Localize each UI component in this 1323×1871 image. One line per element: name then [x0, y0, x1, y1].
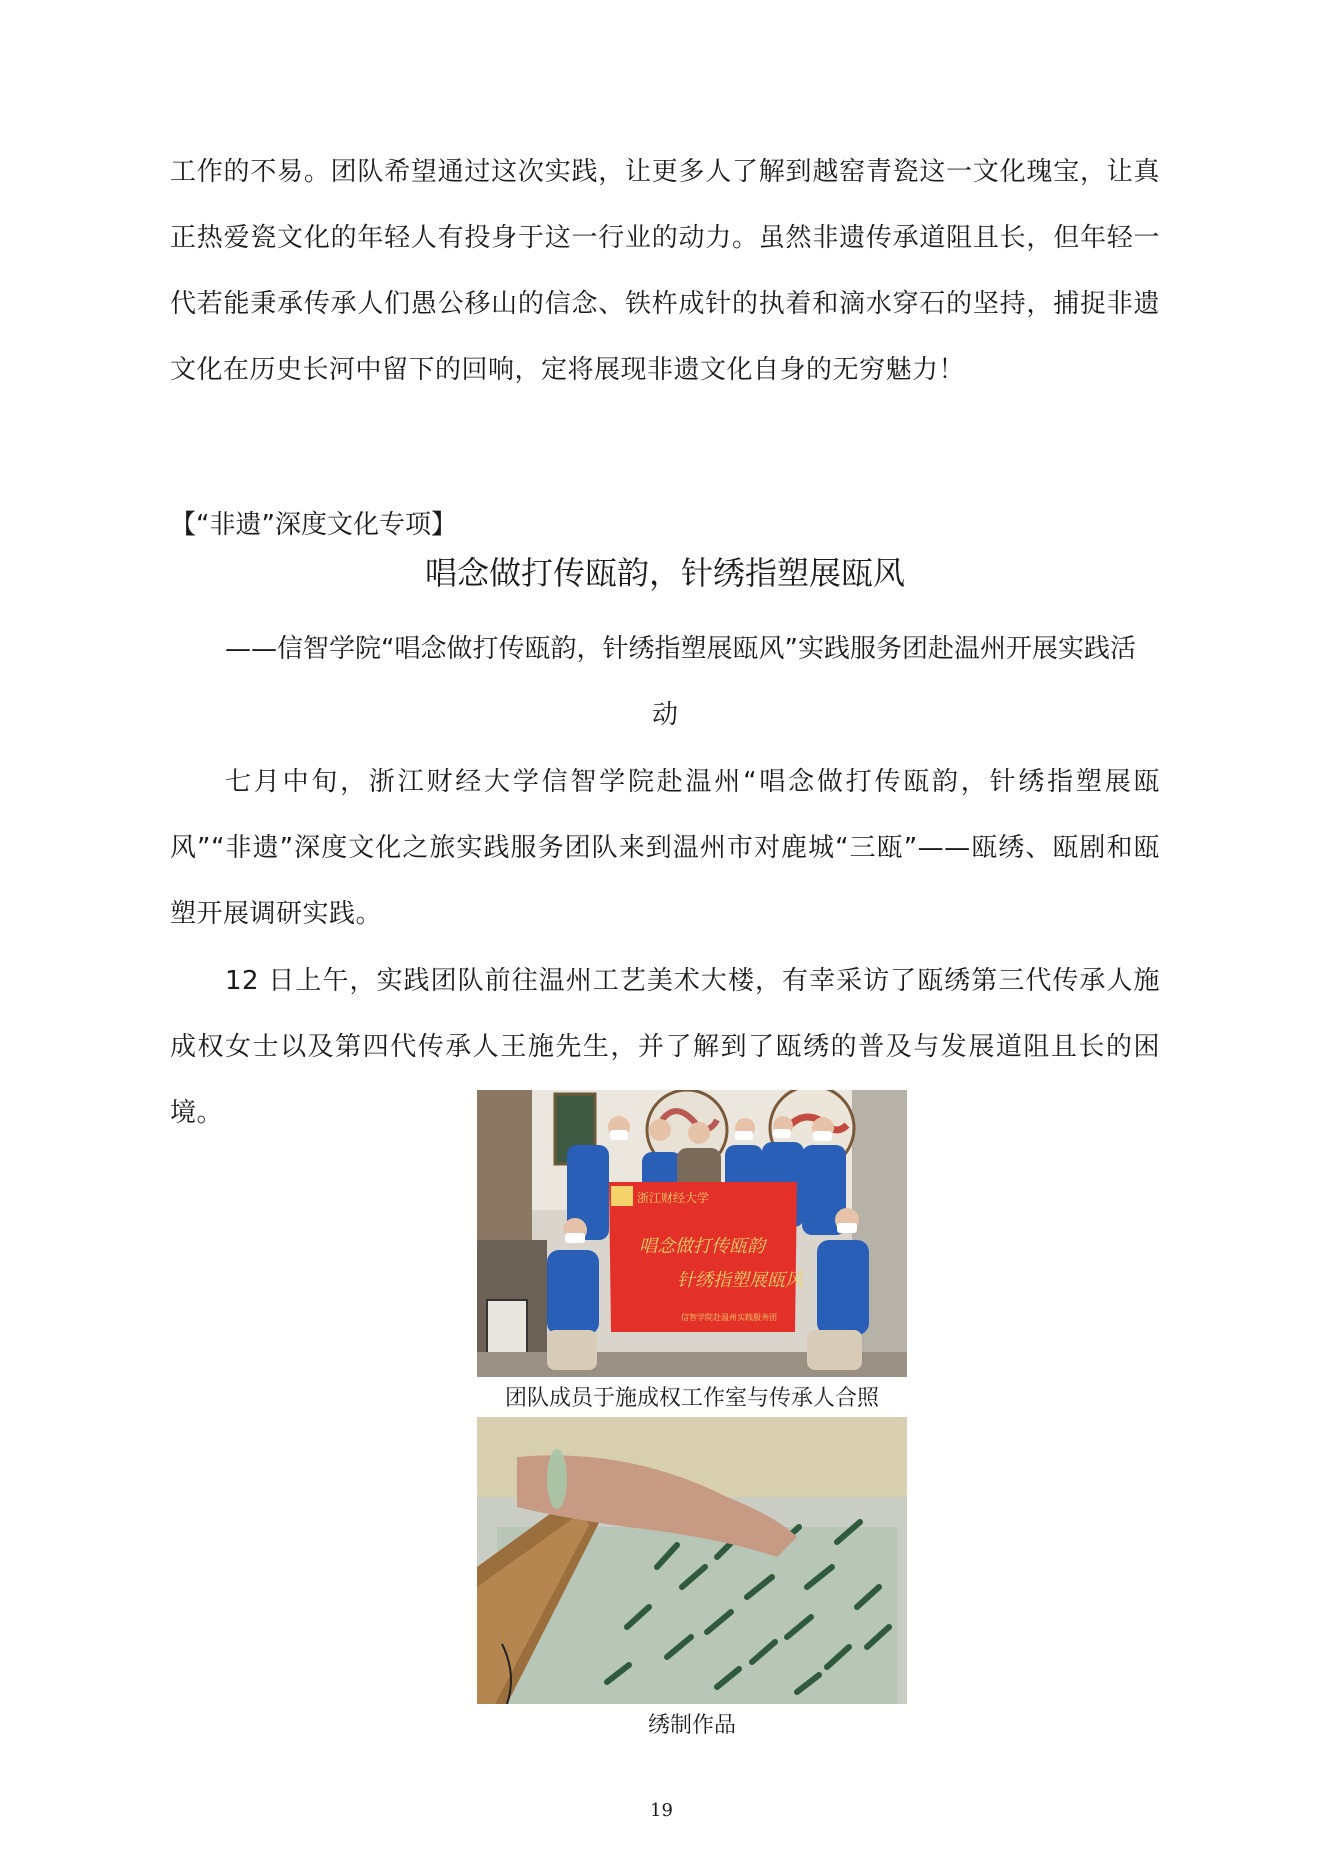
article-subtitle-end: 动 [651, 700, 678, 730]
banner-line-2: 针绣指塑展瓯风 [677, 1270, 803, 1291]
article-subtitle: ——信智学院“唱念做打传瓯韵，针绣指塑展瓯风”实践服务团赴温州开展实践活 [225, 634, 1136, 664]
section-tag: 【“非遗”深度文化专项】 [170, 510, 457, 540]
photo-1-caption: 团队成员于施成权工作室与传承人合照 [504, 1386, 879, 1411]
banner-school-text: 浙江财经大学 [637, 1191, 710, 1205]
banner-line-1: 唱念做打传瓯韵 [639, 1236, 765, 1257]
article-headline: 唱念做打传瓯韵，针绣指塑展瓯风 [424, 554, 905, 592]
banner-team-text: 信智学院赴温州实践服务团 [681, 1313, 777, 1322]
body-paragraph-2: 12 日上午，实践团队前往温州工艺美术大楼，有幸采访了瓯绣第三代传承人施成权女士以及第四代传承人王施先生，并了解到了瓯绣的普及与发展道阻且长的困境。 [170, 966, 1160, 1128]
photo-2-caption: 绣制作品 [647, 1713, 736, 1738]
team-group-photo [477, 1090, 907, 1377]
embroidery-photo [477, 1417, 907, 1704]
page-number: 19 [650, 1800, 673, 1821]
body-paragraph-1: 七月中旬，浙江财经大学信智学院赴温州“唱念做打传瓯韵，针绣指塑展瓯风”“非遗”深度文化之旅实践服务团队来到温州市对鹿城“三瓯”——瓯绣、瓯剧和瓯塑开展调研实践。 [170, 767, 1160, 929]
intro-paragraph: 工作的不易。团队希望通过这次实践，让更多人了解到越窑青瓷这一文化瑰宝，让真正热爱瓷文化的年轻人有投身于这一行业的动力。虽然非遗传承道阻且长，但年轻一代若能秉承传承人们愚公移山的信念、铁杵成针的执着和滴水穿石的坚持，捕捉非遗文化在历史长河中留下的回响，定将展现非遗文化自身的无穷魅力！ [170, 157, 1160, 385]
